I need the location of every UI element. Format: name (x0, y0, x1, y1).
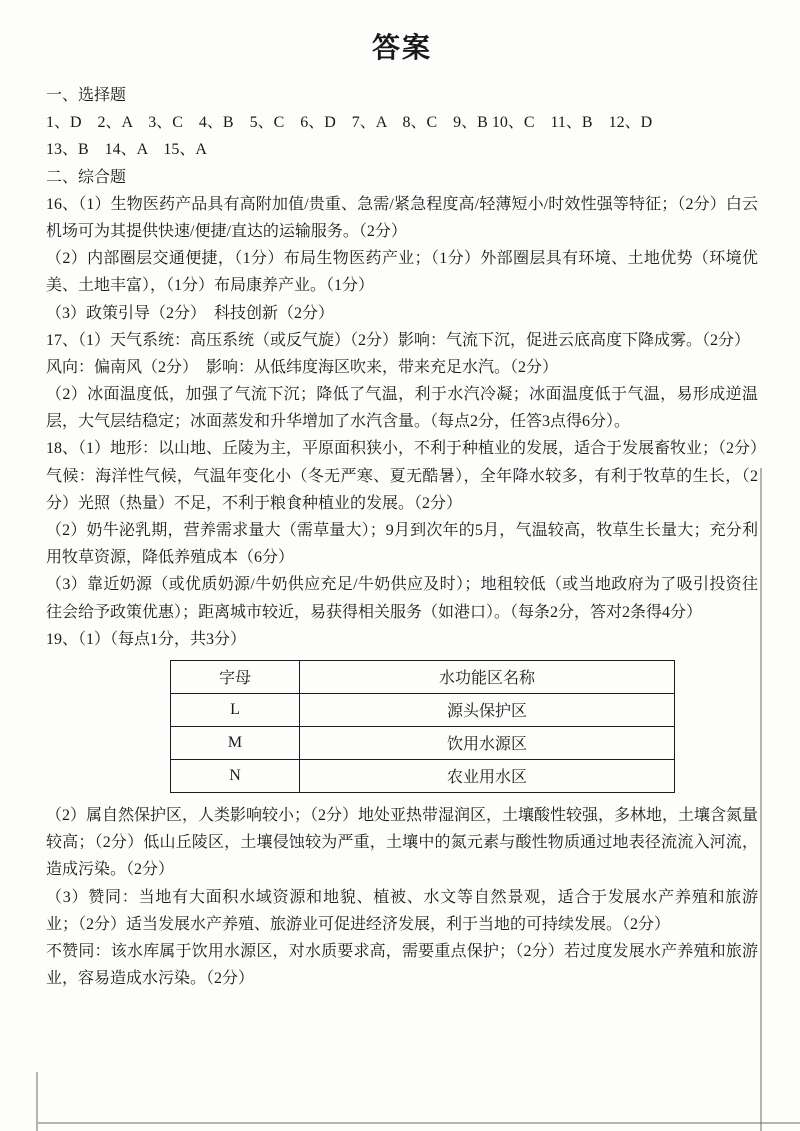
choice-answers-line-1: 1、D 2、A 3、C 4、B 5、C 6、D 7、A 8、C 9、B 10、C 11、B 12、D (46, 114, 653, 132)
q19-answer-part3-agree: （3）赞同：当地有大面积水域资源和地貌、植被、水文等自然景观，适合于发展水产养殖和旅游业；（2分）适当发展水产养殖、旅游业可促进经济发展，利于当地的可持续发展。（2分） (46, 888, 758, 933)
table-cell-zone-name: 农业用水区 (300, 759, 675, 792)
q16-answer-part3: （3）政策引导（2分） 科技创新（2分） (46, 304, 335, 322)
table-cell-letter: N (171, 759, 300, 792)
q18-answer-climate: 气候：海洋性气候，气温年变化小（冬无严寒、夏无酷暑），全年降水较多，有利于牧草的生长，（2分）光照（热量）不足，不利于粮食种植业的发展。（2分） (46, 467, 758, 512)
section-header-comprehensive: 二、综合题 (46, 168, 127, 186)
q18-answer-part3: （3）靠近奶源（或优质奶源/牛奶供应充足/牛奶供应及时）；地租较低（或当地政府为了吸引投资往往会给予政策优惠）；距离城市较近，易获得相关服务（如港口）。（每条2分，答对2条得4分） (46, 576, 758, 621)
table-header-letter: 字母 (171, 660, 300, 693)
q18-answer-part2: （2）奶牛泌乳期，营养需求量大（需草量大）；9月到次年的5月，气温较高，牧草生长量大；充分利用牧草资源，降低养殖成本（6分） (46, 522, 758, 567)
choice-answers-line-2: 13、B 14、A 15、A (46, 141, 207, 159)
q19-answer-part1: 19、（1）（每点1分，共3分） (46, 630, 247, 648)
table-row (171, 726, 675, 759)
table-cell-zone-name: 饮用水源区 (300, 726, 675, 759)
q17-answer-part1: 17、（1）天气系统：高压系统（或反气旋）（2分）影响：气流下沉，促进云底高度下降成雾。（2分） (46, 331, 751, 349)
table-row (171, 693, 675, 726)
q19-answer-part3-disagree: 不赞同：该水库属于饮用水源区，对水质要求高，需要重点保护；（2分）若过度发展水产养殖和旅游业，容易造成水污染。（2分） (46, 942, 758, 988)
table-cell-letter: M (171, 726, 300, 759)
q18-answer-terrain: 18、（1）地形：以山地、丘陵为主，平原面积狭小，不利于种植业的发展，适合于发展畜牧业；（2分） (46, 440, 767, 458)
table-row (171, 759, 675, 792)
q17-answer-part2: （2）冰面温度低，加强了气流下沉；降低了气温，利于水汽冷凝；冰面温度低于气温，易形成逆温层，大气层结稳定；冰面蒸发和升华增加了水汽含量。（每点2分，任答3点得6分）。 (46, 386, 758, 431)
scan-edge-artifact-bottom (38, 1122, 800, 1124)
table-header-zone-name: 水功能区名称 (300, 660, 675, 693)
page-title: 答案 (371, 33, 432, 64)
q16-answer-part1: 16、（1）生物医药产品具有高附加值/贵重、急需/紧急程度高/轻薄短小/时效性强等特征；（2分）白云机场可为其提供快速/便捷/直达的运输服务。（2分） (46, 195, 758, 240)
q19-answer-part2: （2）属自然保护区，人类影响较小；（2分）地处亚热带湿润区，土壤酸性较强，多林地，土壤含氮量较高；（2分）低山丘陵区，土壤侵蚀较为严重，土壤中的氮元素与酸性物质通过地表径流流入河流，造成污染。（2分） (46, 806, 759, 879)
scan-edge-artifact-right (760, 468, 762, 1131)
table-header-row (171, 660, 675, 693)
q16-answer-part2: （2）内部圈层交通便捷，（1分）布局生物医药产业；（1分）外部圈层具有环境、土地优势（环境优美、土地丰富），（1分）布局康养产业。（1分） (46, 250, 758, 295)
scan-edge-artifact-left (36, 1072, 38, 1131)
table-cell-letter: L (171, 693, 300, 726)
table-cell-zone-name: 源头保护区 (300, 693, 675, 726)
section-header-choice: 一、选择题 (46, 87, 127, 104)
q17-answer-wind: 风向：偏南风（2分） 影响：从低纬度海区吹来，带来充足水汽。（2分） (46, 358, 559, 376)
water-function-zone-table (170, 660, 675, 793)
